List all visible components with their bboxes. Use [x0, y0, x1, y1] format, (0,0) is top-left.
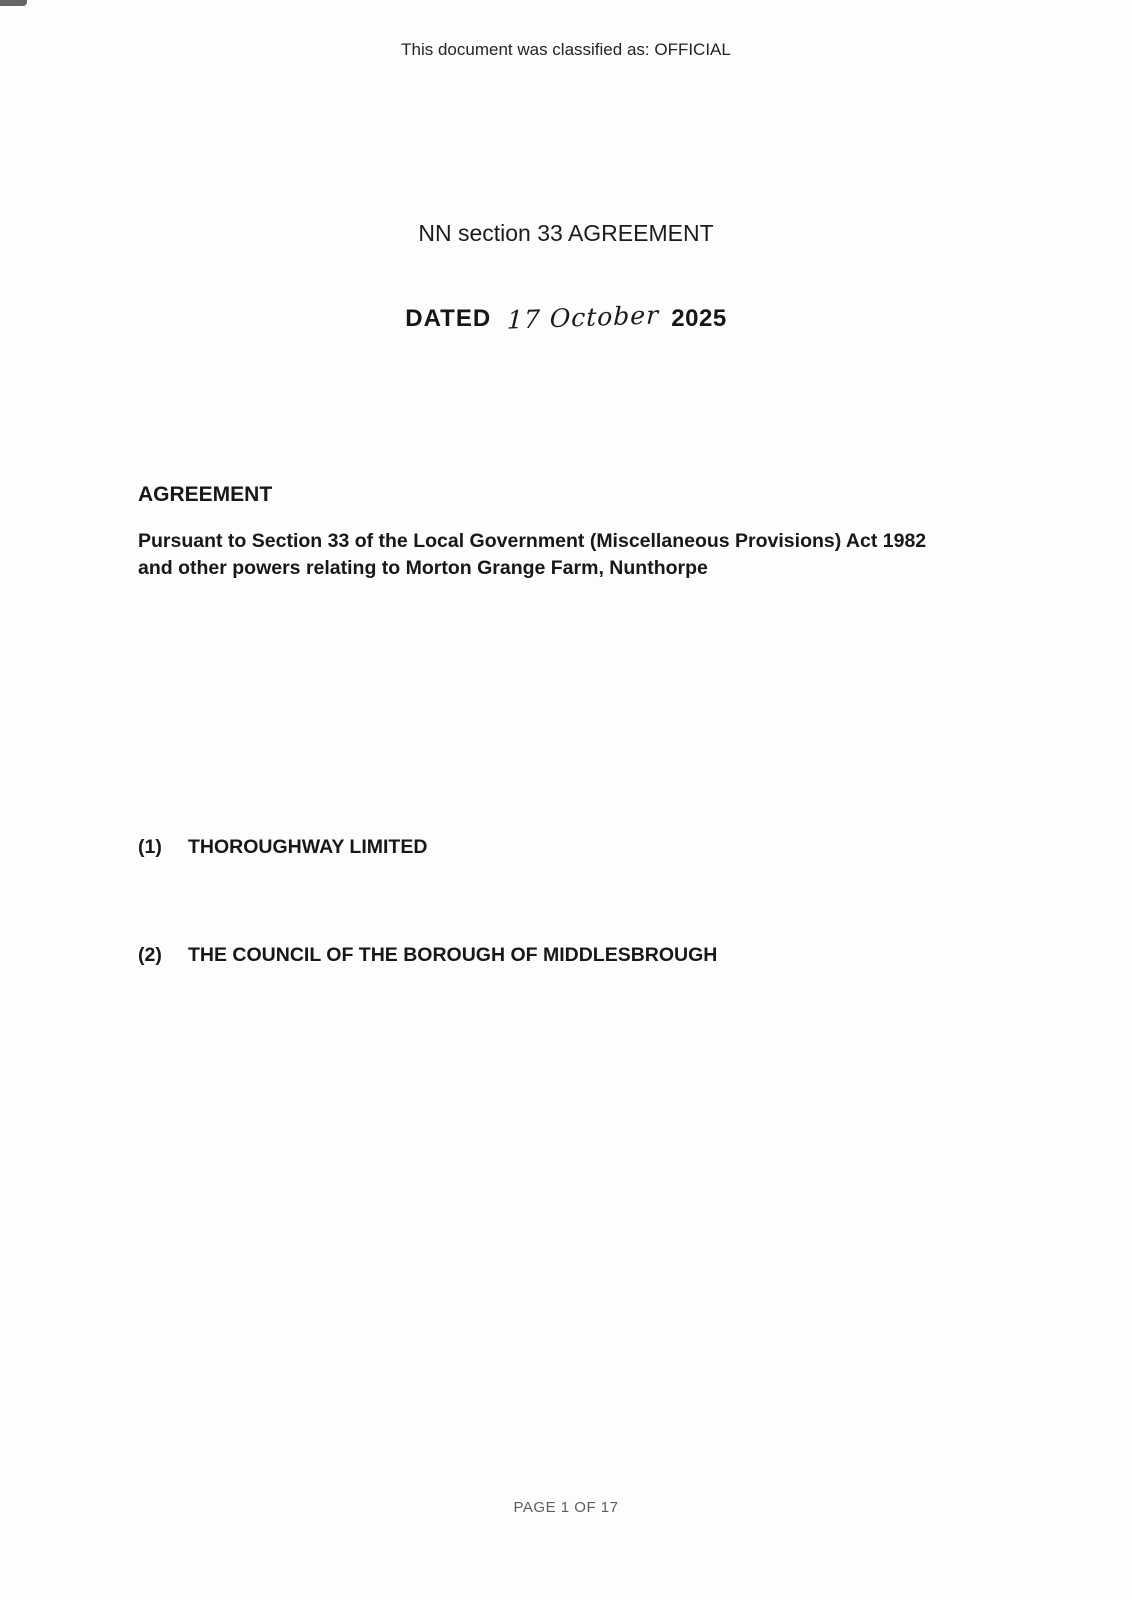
- handwritten-date: 17 October: [506, 300, 660, 335]
- scan-artifact: [0, 0, 27, 6]
- dated-line: [0, 300, 1132, 335]
- document-title: NN section 33 AGREEMENT: [418, 220, 714, 246]
- party-name: THOROUGHWAY LIMITED: [188, 836, 428, 858]
- page-footer: PAGE 1 OF 17: [513, 1499, 619, 1516]
- party-number: (2): [138, 944, 162, 966]
- pursuant-line-2: and other powers relating to Morton Grange Farm, Nunthorpe: [138, 557, 708, 579]
- party-item-1: [138, 836, 427, 859]
- pursuant-paragraph: [138, 528, 1018, 582]
- pursuant-line-1: Pursuant to Section 33 of the Local Government (Miscellaneous Provisions) Act 1982: [138, 530, 927, 552]
- party-number: (1): [138, 836, 162, 858]
- agreement-heading: AGREEMENT: [138, 483, 273, 506]
- classification-banner: This document was classified as: OFFICIAL: [401, 40, 731, 59]
- dated-label: DATED: [405, 305, 492, 332]
- party-item-2: [138, 944, 717, 967]
- party-name: THE COUNCIL OF THE BOROUGH OF MIDDLESBROUGH: [188, 944, 718, 966]
- dated-year: 2025: [671, 305, 727, 332]
